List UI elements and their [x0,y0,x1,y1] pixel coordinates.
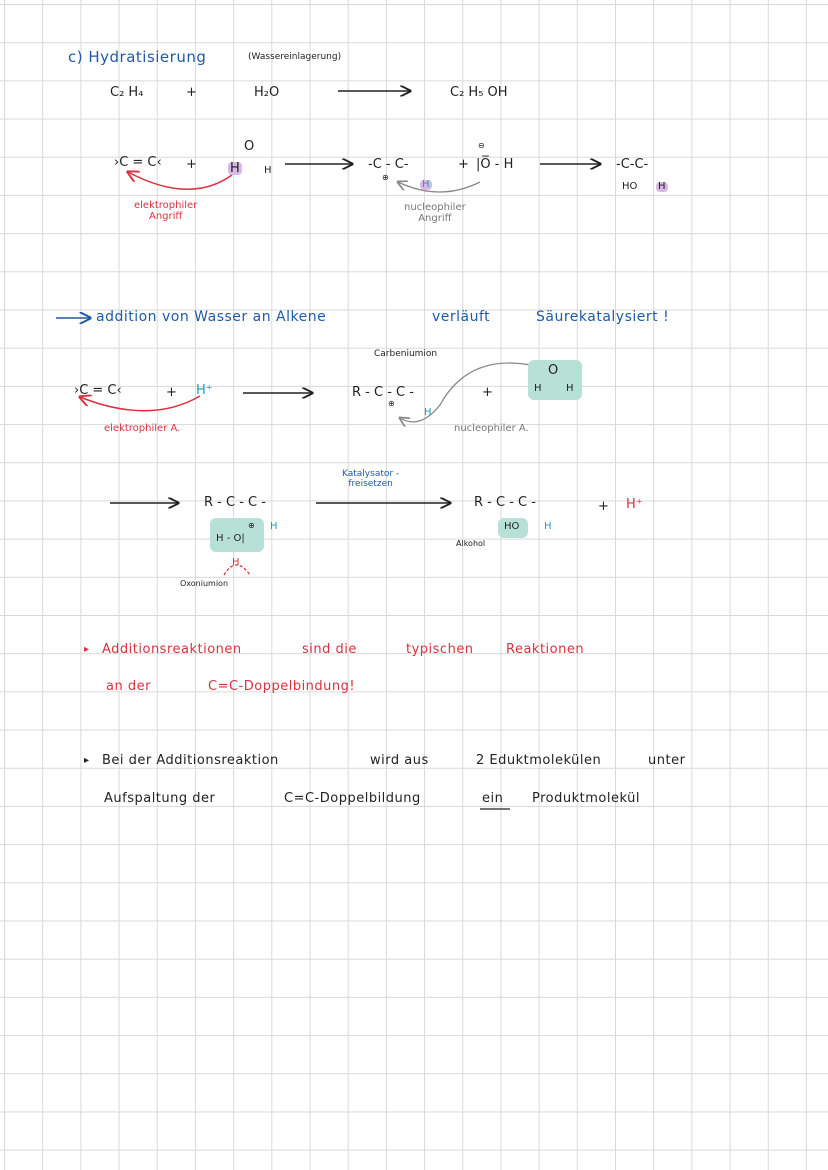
mech1-water-oxygen: O [244,139,255,154]
section-subtitle: (Wassereinlagerung) [248,52,342,62]
mech2-water-oxygen: O [548,363,559,378]
mech3-oxonium-hydrogen: H [270,521,278,532]
statement-text-addition: addition von Wasser an Alkene [96,309,327,325]
mech1-carbocation: -C - C- [368,157,409,172]
mech2-plus: + [166,385,177,400]
nucleophilic-attack-arrow [398,179,480,192]
mech2-electrophilic-label: elektrophiler A. [104,423,181,434]
electrophilic-attack-arrow [128,172,232,189]
bullet2-eduktmolekuelen: 2 Eduktmolekülen [476,753,602,768]
bullet1-an-der: an der [106,679,151,694]
mech3-catalyst-label: Katalysator - freisetzen [342,469,400,489]
mech3-proton: H⁺ [626,497,643,512]
mech3-alcohol-label: Alkohol [456,539,486,548]
bullet1-reaktionen: Reaktionen [506,642,585,657]
statement-text-verlaeuft: verläuft [432,309,491,325]
bullet2-doppelbildung: C=C-Doppelbildung [284,791,421,806]
mech1-plus: + [186,157,197,172]
overall-plus: + [186,85,197,100]
mech1-hydroxide-charge: ⊖ [478,141,485,150]
mech1-carbocation-hydrogen: H [422,179,430,190]
mech3-oxonium-oxygen: H - O| [216,533,245,544]
bullet1-marker: ▸ [84,644,90,655]
bullet2-ein: ein [482,791,504,806]
mech2-plus-2: + [482,385,493,400]
mech1-electrophilic-label: elektrophiler Angriff [134,200,198,222]
mech2-nucleophilic-arrow [400,363,540,422]
overall-reactant-ethene: C₂ H₄ [110,85,144,100]
mech1-nucleophilic-label: nucleophiler Angriff [404,202,466,224]
mech1-alkene: ›C = C‹ [114,155,162,170]
bullet1-typischen: typischen [406,642,474,657]
mech2-carbenium-hydrogen: H [424,407,432,418]
mech3-oxonium-hydrogen-leaving: H [232,557,240,568]
bullet1-doppelbindung: C=C-Doppelbindung! [208,679,356,694]
bullet1-sind-die: sind die [302,642,357,657]
bullet2-bei-der-additionsreaktion: Bei der Additionsreaktion [102,753,279,768]
mech2-proton: H⁺ [196,383,213,398]
bullet2-wird-aus: wird aus [370,753,429,768]
section-title: c) Hydratisierung [68,48,207,66]
mech1-product-hydrogen: H [658,181,666,192]
mech2-carbenium-charge: ⊕ [388,399,395,408]
bullet1-additionsreaktionen: Additionsreaktionen [102,642,242,657]
mech2-nucleophilic-label: nucleophiler A. [454,423,529,434]
bullet2-produktmolekuel: Produktmolekül [532,791,640,806]
overall-reactant-water: H₂O [254,85,280,100]
bullet2-unter: unter [648,753,686,768]
mech1-carbocation-charge: ⊕ [382,173,389,182]
mech1-product-hydroxy: HO [622,181,638,192]
mech3-oxonium-charge: ⊕ [248,521,255,530]
mech3-alcohol-chain: R - C - C - [474,495,536,510]
mech1-hydroxide: |O̅ - H [476,157,514,172]
mech1-plus-2: + [458,157,469,172]
overall-product-ethanol: C₂ H₅ OH [450,85,508,100]
mech2-alkene: ›C = C‹ [74,383,122,398]
mech3-alcohol-hydrogen: H [544,521,552,532]
bullet2-marker: ▸ [84,755,90,766]
mech1-water-hydrogen-highlighted: H [230,161,240,176]
mech2-water-hydrogen-2: H [566,383,574,394]
mech3-oxonium-label: Oxoniumion [180,579,229,588]
mech2-water-hydrogen-1: H [534,383,542,394]
mech2-carbenium-label: Carbeniumion [374,349,438,359]
mech3-plus: + [598,499,609,514]
mech1-product-chain: -C-C- [616,157,649,172]
mech1-water-hydrogen: H [264,165,272,176]
mech3-oxonium-chain: R - C - C - [204,495,266,510]
mech3-alcohol-hydroxy: HO [504,521,520,532]
statement-text-saeurekatalysiert: Säurekatalysiert ! [536,309,670,325]
mech2-electrophilic-arrow [80,396,200,411]
bullet2-aufspaltung-der: Aufspaltung der [104,791,216,806]
mech2-carbenium: R - C - C - [352,385,414,400]
